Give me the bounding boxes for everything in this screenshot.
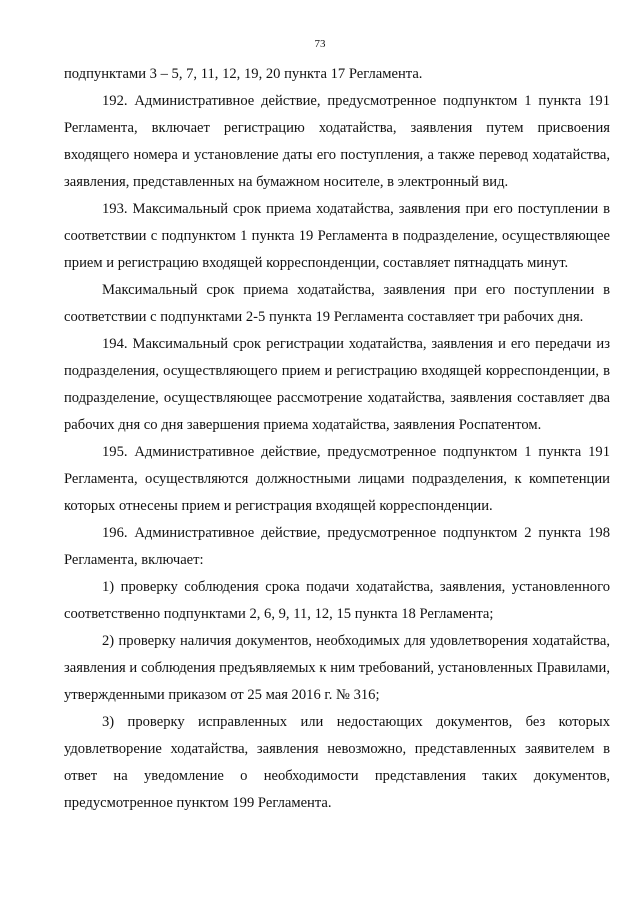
paragraph-193-continued: Максимальный срок приема ходатайства, заявления при его поступлении в соответствии с подпунктами 2-5 пункта 19 Регламента составляет три рабочих дня.: [64, 282, 610, 325]
paragraph-193: 193. Максимальный срок приема ходатайства, заявления при его поступлении в соответствии с подпунктом 1 пункта 19 Регламента в подразделение, осуществляющее прием и регистрацию входящей корреспонденции, составляет пятнадцать минут.: [64, 201, 610, 271]
list-item-2: 2) проверку наличия документов, необходимых для удовлетворения ходатайства, заявления и соблюдения предъявляемых к ним требований, установленных Правилами, утвержденными приказом от 25 мая 2016 г. № 316;: [64, 633, 610, 703]
paragraph-192: 192. Административное действие, предусмотренное подпунктом 1 пункта 191 Регламента, включает регистрацию ходатайства, заявления путем присвоения входящего номера и установление даты его поступления, а также перевод ходатайства, заявления, представленных на бумажном носителе, в электронный вид.: [64, 93, 610, 190]
paragraph-196: 196. Административное действие, предусмотренное подпунктом 2 пункта 198 Регламента, включает:: [64, 525, 610, 568]
paragraph-194: 194. Максимальный срок регистрации ходатайства, заявления и его передачи из подразделения, осуществляющего прием и регистрацию входящей корреспонденции, в подразделение, осуществляющее рассмотрение ходатайства, заявления составляет два рабочих дня со дня завершения приема ходатайства, заявления Роспатентом.: [64, 336, 610, 433]
paragraph-195: 195. Административное действие, предусмотренное подпунктом 1 пункта 191 Регламента, осуществляются должностными лицами подразделения, к компетенции которых отнесены прием и регистрация входящей корреспонденции.: [64, 444, 610, 514]
list-item-3: 3) проверку исправленных или недостающих документов, без которых удовлетворение ходатайства, заявления невозможно, представленных заявителем в ответ на уведомление о необходимости представления таких документов, предусмотренное пунктом 199 Регламента.: [64, 714, 610, 811]
page-number: 73: [314, 38, 326, 50]
document-body: [64, 61, 610, 817]
paragraph-continuation: подпунктами 3 – 5, 7, 11, 12, 19, 20 пункта 17 Регламента.: [64, 66, 423, 82]
list-item-1: 1) проверку соблюдения срока подачи ходатайства, заявления, установленного соответственно подпунктами 2, 6, 9, 11, 12, 15 пункта 18 Регламента;: [64, 579, 610, 622]
